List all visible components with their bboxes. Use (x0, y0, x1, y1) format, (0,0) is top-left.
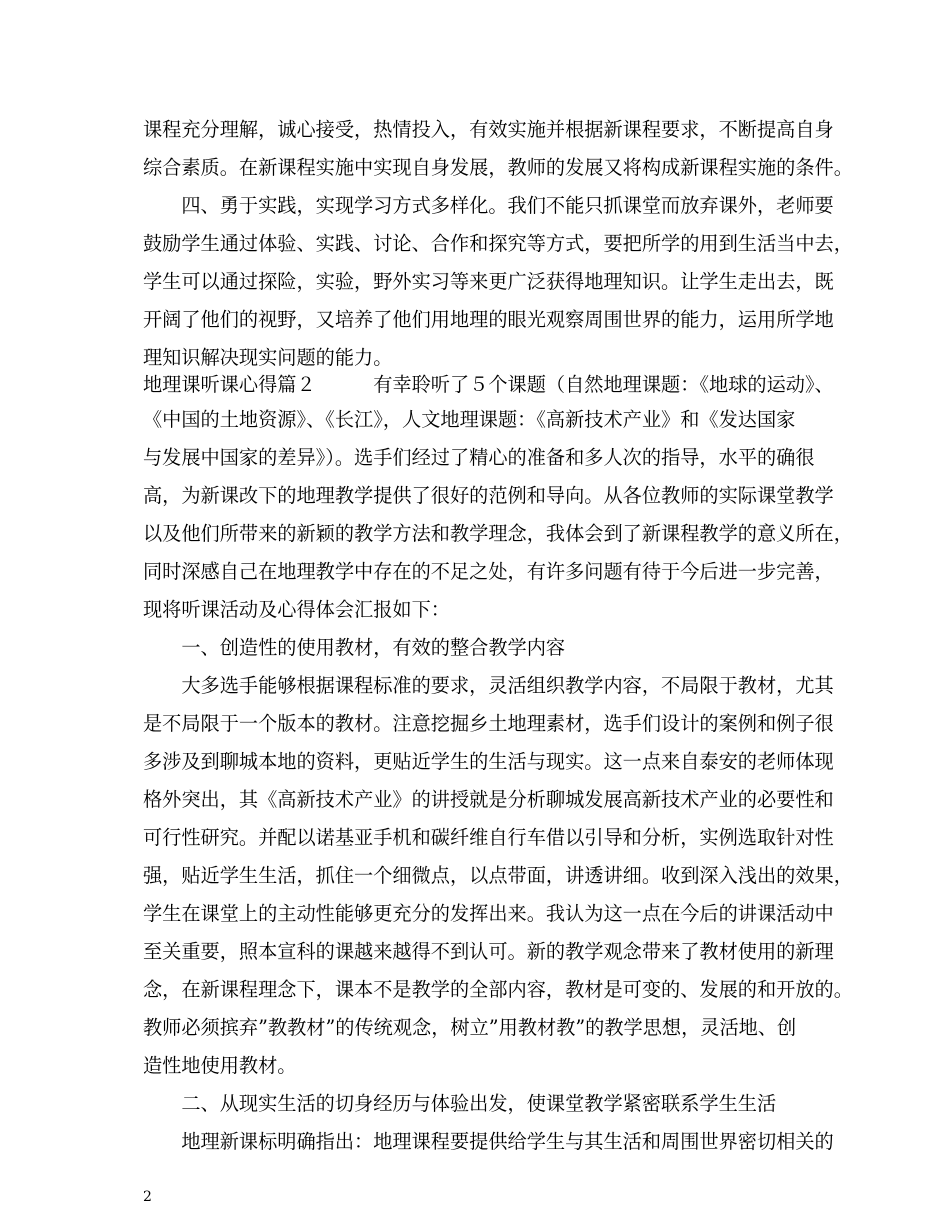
text-line: 学生在课堂上的主动性能够更充分的发挥出来。我认为这一点在今后的讲课活动中 (143, 902, 834, 925)
text-line: 鼓励学生通过体验、实践、讨论、合作和探究等方式，要把所学的用到生活当中去， (143, 232, 853, 255)
text-line: 学生可以通过探险，实验，野外实习等来更广泛获得地理知识。让学生走出去，既 (143, 270, 834, 293)
section-heading-line: 地理课听课心得篇２ 有幸聆听了５个课题（自然地理课题：《地球的运动》、 (143, 373, 834, 396)
text-line: 四、勇于实践，实现学习方式多样化。我们不能只抓课堂而放弃课外，老师要 (143, 194, 834, 217)
text-line: 高，为新课改下的地理教学提供了很好的范例和导向。从各位教师的实际课堂教学 (143, 484, 834, 507)
text-line: 是不局限于一个版本的教材。注意挖掘乡土地理素材，选手们设计的案例和例子很 (143, 712, 834, 735)
subheading-line: 一、创造性的使用教材，有效的整合教学内容 (143, 636, 566, 659)
text-line: 强，贴近学生生活，抓住一个细微点，以点带面，讲透讲细。收到深入浅出的效果， (143, 864, 853, 887)
text-line: 格外突出，其《高新技术产业》的讲授就是分析聊城发展高新技术产业的必要性和 (143, 788, 834, 811)
text-line: 多涉及到聊城本地的资料，更贴近学生的生活与现实。这一点来自泰安的老师体现 (143, 750, 834, 773)
text-line: 念，在新课程理念下，课本不是教学的全部内容，教材是可变的、发展的和开放的。 (143, 978, 853, 1001)
text-line: 可行性研究。并配以诺基亚手机和碳纤维自行车借以引导和分析，实例选取针对性 (143, 826, 834, 849)
text-line: 至关重要，照本宣科的课越来越得不到认可。新的教学观念带来了教材使用的新理 (143, 940, 834, 963)
text-line: 同时深感自己在地理教学中存在的不足之处，有许多问题有待于今后进一步完善， (143, 560, 834, 583)
text-line: 与发展中国家的差异》）。选手们经过了精心的准备和多人次的指导，水平的确很 (143, 446, 815, 469)
text-line: 地理新课标明确指出：地理课程要提供给学生与其生活和周围世界密切相关的 (143, 1130, 834, 1153)
text-line: 开阔了他们的视野，又培养了他们用地理的眼光观察周围世界的能力，运用所学地 (143, 308, 834, 331)
text-line: 综合素质。在新课程实施中实现自身发展，教师的发展又将构成新课程实施的条件。 (143, 156, 853, 179)
text-line: 现将听课活动及心得体会汇报如下： (143, 598, 450, 621)
text-line: 以及他们所带来的新颖的教学方法和教学理念，我体会到了新课程教学的意义所在， (143, 522, 853, 545)
text-line: 大多选手能够根据课程标准的要求，灵活组织教学内容，不局限于教材，尤其 (143, 674, 834, 697)
subheading-line: 二、从现实生活的切身经历与体验出发，使课堂教学紧密联系学生生活 (143, 1092, 777, 1115)
page-number: 2 (143, 1189, 152, 1205)
text-line: 课程充分理解，诚心接受，热情投入，有效实施并根据新课程要求，不断提高自身 (143, 118, 834, 141)
text-line: 理知识解决现实问题的能力。 (143, 346, 393, 369)
text-line: 造性地使用教材。 (143, 1054, 297, 1077)
text-line: 《中国的土地资源》、《长江》，人文地理课题：《高新技术产业》和《发达国家 (143, 408, 796, 431)
text-line: 教师必须摈弃”教教材”的传统观念，树立”用教材教”的教学思想，灵活地、创 (143, 1016, 797, 1039)
